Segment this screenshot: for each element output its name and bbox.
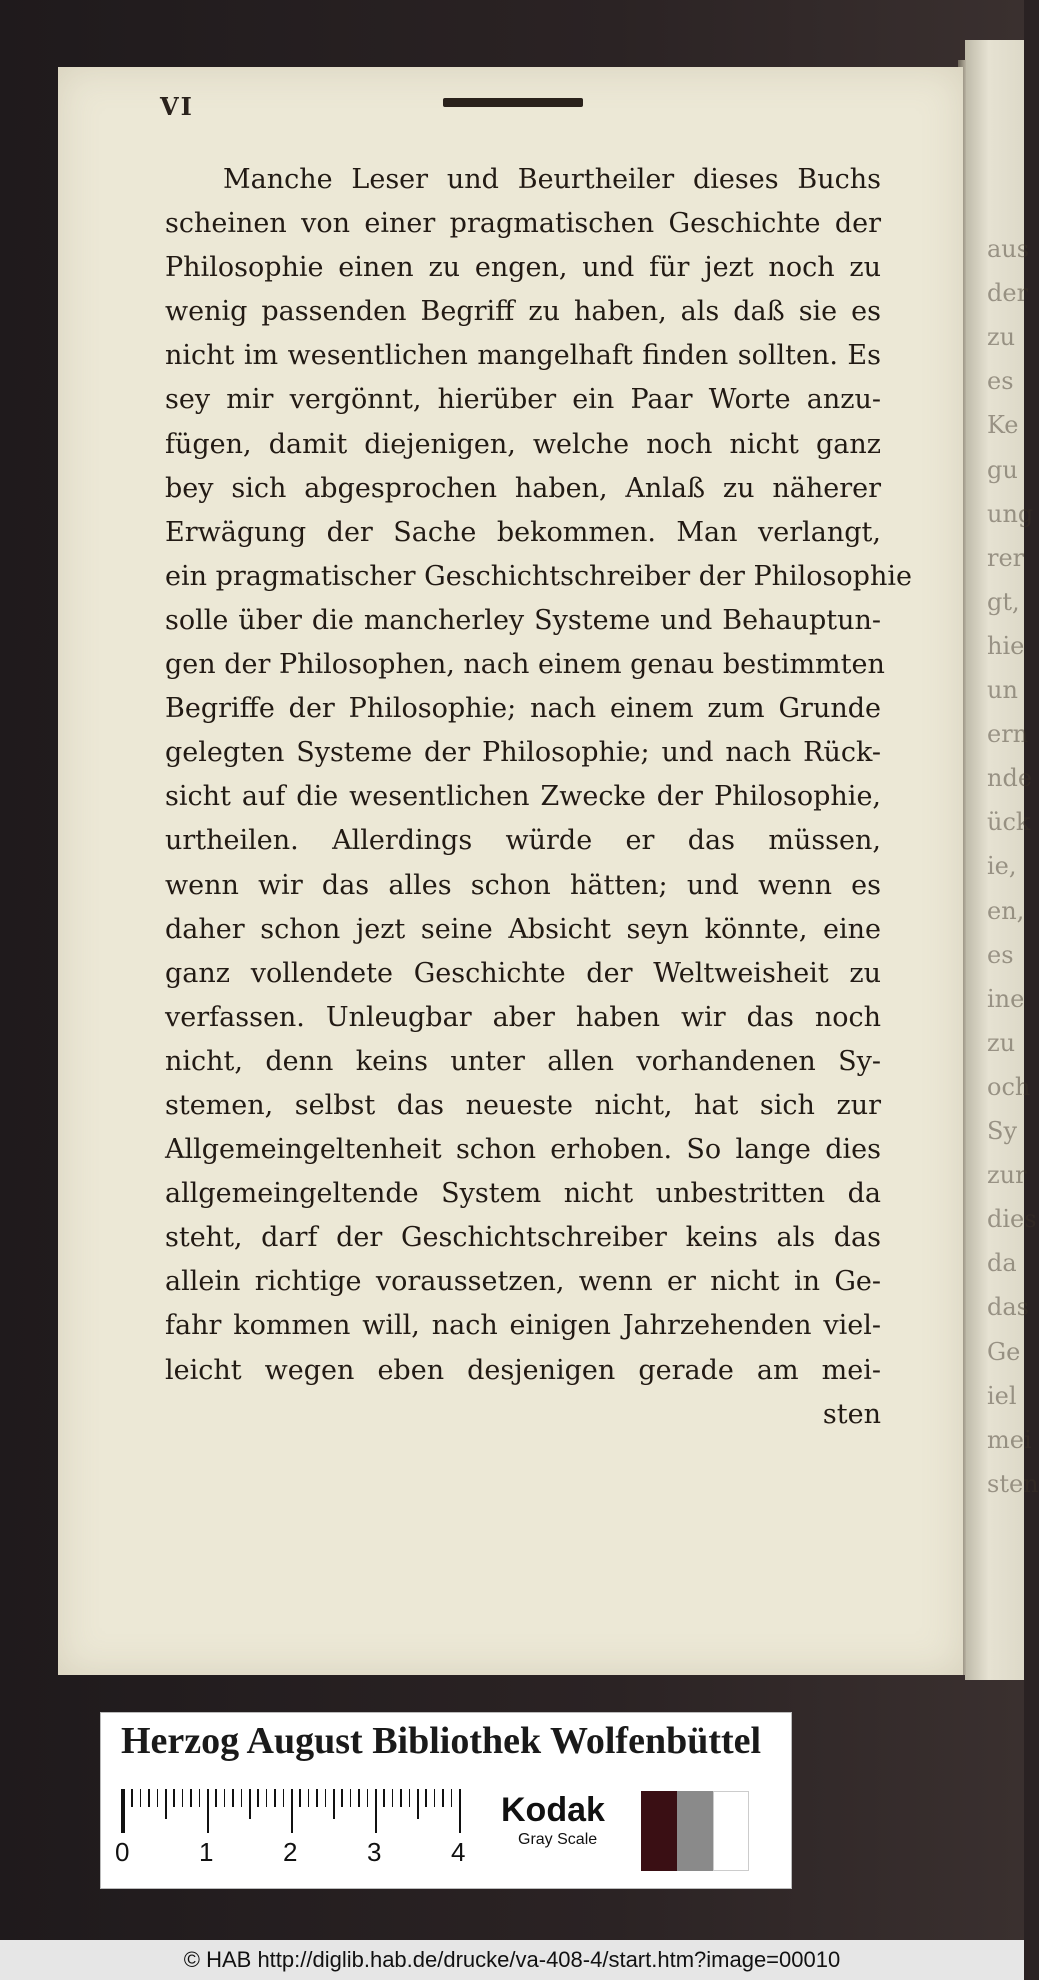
ruler-tick: [173, 1789, 175, 1807]
text-line: sicht auf die wesentlichen Zwecke der Philosophie,: [165, 781, 881, 813]
ruler-tick: [392, 1789, 394, 1807]
next-page-text-fragment: Ge: [987, 1337, 1021, 1366]
text-line: fügen, damit diejenigen, welche noch nicht ganz: [165, 428, 881, 460]
ruler-tick: [400, 1789, 402, 1807]
next-page-text-fragment: Sy: [987, 1117, 1017, 1145]
next-page-text-fragment: aus: [987, 235, 1030, 263]
header-rule: [443, 98, 583, 107]
text-line: wenn wir das alles schon hätten; und wenn es: [165, 869, 881, 901]
next-page-text-fragment: gu: [987, 455, 1018, 484]
next-page-text-fragment: es: [987, 940, 1014, 969]
ruler-tick: [190, 1789, 192, 1807]
ruler-tick: [266, 1789, 268, 1807]
ruler-tick: [308, 1789, 310, 1807]
ruler-tick: [383, 1789, 385, 1807]
ruler-tick: [207, 1789, 209, 1833]
text-line: nicht im wesentlichen mangelhaft finden sollten. Es: [165, 340, 881, 372]
next-page-text-fragment: es: [987, 367, 1014, 396]
text-line: scheinen von einer pragmatischen Geschichte der: [165, 208, 881, 240]
ruler-tick: [325, 1789, 327, 1807]
text-line: wenig passenden Begriff zu haben, als daß sie es: [165, 296, 881, 328]
catchword: sten: [822, 1398, 881, 1430]
ruler-number: 1: [199, 1837, 214, 1867]
ruler-tick: [283, 1789, 285, 1807]
text-line: allein richtige voraussetzen, wenn er nicht in Ge-: [165, 1266, 881, 1298]
text-line: bey sich abgesprochen haben, Anlaß zu näherer: [165, 472, 881, 504]
gray-swatch-light: [713, 1791, 749, 1871]
next-page-text-fragment: hie: [987, 631, 1025, 660]
ruler-tick: [425, 1789, 427, 1807]
next-page-text-fragment: gt,: [987, 587, 1020, 616]
ruler-tick: [232, 1789, 234, 1807]
next-page-text-fragment: ung: [987, 499, 1034, 528]
ruler-tick: [274, 1789, 276, 1807]
text-line: Begriffe der Philosophie; nach einem zum Grunde: [165, 693, 881, 725]
text-line: allgemeingeltende System nicht unbestritten da: [165, 1178, 881, 1210]
ruler-tick: [333, 1789, 335, 1819]
next-page-text-fragment: sten: [987, 1469, 1039, 1498]
next-page-text-fragment: zu: [987, 323, 1016, 352]
ruler-number: 3: [367, 1837, 382, 1867]
ruler-tick: [165, 1789, 167, 1819]
next-page-text-fragment: zur: [987, 1161, 1027, 1190]
ruler-tick: [131, 1789, 133, 1807]
next-page-text-fragment: Ke: [987, 411, 1019, 440]
text-line: stemen, selbst das neueste nicht, hat sich zur: [165, 1089, 881, 1121]
next-page-text-fragment: der: [987, 279, 1029, 308]
next-page-text-fragment: dies: [987, 1205, 1037, 1234]
next-page-text-fragment: zu: [987, 1028, 1016, 1057]
text-line: nicht, denn keins unter allen vorhandenen Sy-: [165, 1045, 881, 1077]
footer-link-text[interactable]: © HAB http://diglib.hab.de/drucke/va-408-4/start.htm?image=00010: [183, 1947, 841, 1972]
ruler-tick: [417, 1789, 419, 1819]
measurement-ruler: [121, 1789, 483, 1833]
next-page-text-fragment: un: [987, 676, 1018, 704]
text-line: daher schon jezt seine Absicht seyn könnte, eine: [165, 913, 881, 945]
ruler-tick: [123, 1789, 125, 1833]
ruler-tick: [434, 1789, 436, 1807]
ruler-tick: [249, 1789, 251, 1819]
ruler-number: 2: [283, 1837, 298, 1867]
ruler-tick: [442, 1789, 444, 1807]
text-line: Manche Leser und Beurtheiler dieses Buchs: [223, 164, 881, 195]
gray-swatch-mid: [677, 1791, 713, 1871]
ruler-tick: [341, 1789, 343, 1807]
ruler-tick: [182, 1789, 184, 1807]
ruler-tick: [451, 1789, 453, 1807]
next-page-text-fragment: iel: [987, 1381, 1017, 1410]
ruler-number: 0: [115, 1837, 130, 1867]
text-line: leicht wegen eben desjenigen gerade am mei-: [165, 1354, 881, 1386]
ruler-tick: [140, 1789, 142, 1807]
ruler-tick: [459, 1789, 461, 1833]
ruler-tick: [215, 1789, 217, 1807]
page-number: VI: [160, 92, 194, 121]
ruler-tick: [199, 1789, 201, 1807]
text-line: ganz vollendete Geschichte der Weltweisheit zu: [165, 957, 881, 989]
library-name: Herzog August Bibliothek Wolfenbüttel: [121, 1720, 762, 1762]
ruler-tick: [375, 1789, 377, 1833]
text-line: verfassen. Unleugbar aber haben wir das noch: [165, 1001, 881, 1033]
page-text: [165, 158, 912, 1437]
ruler-tick: [409, 1789, 411, 1807]
kodak-logo: Kodak: [501, 1791, 605, 1829]
gray-scale-label: Gray Scale: [518, 1831, 598, 1848]
next-page-text-fragment: nde: [987, 764, 1033, 793]
next-page-text-fragment: ück: [987, 808, 1031, 837]
text-line: urtheilen. Allerdings würde er das müssen,: [165, 825, 881, 857]
ruler-tick: [350, 1789, 352, 1807]
text-line: Allgemeingeltenheit schon erhoben. So lange dies: [165, 1134, 881, 1166]
text-line: steht, darf der Geschichtschreiber keins als das: [165, 1222, 881, 1254]
next-page-text-fragment: da: [987, 1249, 1017, 1278]
text-line: Philosophie einen zu engen, und für jezt noch zu: [165, 252, 881, 284]
text-line: ein pragmatischer Geschichtschreiber der Philosophie: [165, 560, 912, 592]
ruler-tick: [367, 1789, 369, 1807]
next-page-text-fragment: ern: [987, 720, 1029, 749]
ruler-tick: [241, 1789, 243, 1807]
gray-swatch-dark: [641, 1791, 677, 1871]
copyright-footer: [0, 1940, 1024, 1980]
next-page-text-fragment: das: [987, 1293, 1029, 1322]
text-line: solle über die mancherley Systeme und Behauptun-: [165, 604, 881, 636]
next-page-text-fragment: en,: [987, 896, 1025, 925]
next-page-text-fragment: och: [987, 1072, 1031, 1101]
ruler-tick: [316, 1789, 318, 1807]
text-line: Erwägung der Sache bekommen. Man verlangt,: [165, 516, 881, 548]
ruler-tick: [257, 1789, 259, 1807]
next-page-text-fragment: mei: [987, 1425, 1032, 1454]
ruler-tick: [299, 1789, 301, 1807]
next-page-edge: [965, 40, 1039, 1680]
next-page-text-fragment: ine: [987, 984, 1025, 1013]
ruler-tick: [224, 1789, 226, 1807]
text-line: fahr kommen will, nach einigen Jahrzehenden viel-: [165, 1310, 881, 1342]
next-page-text-fragment: ie,: [987, 852, 1017, 881]
ruler-tick: [358, 1789, 360, 1807]
ruler-number: 4: [451, 1837, 466, 1867]
text-line: sey mir vergönnt, hierüber ein Paar Worte anzu-: [165, 384, 881, 416]
text-line: gelegten Systeme der Philosophie; und nach Rück-: [165, 737, 881, 769]
ruler-tick: [148, 1789, 150, 1807]
text-line: gen der Philosophen, nach einem genau bestimmten: [165, 649, 885, 681]
color-calibration-card: [100, 1712, 792, 1889]
ruler-tick: [291, 1789, 293, 1833]
next-page-text-fragment: rer: [987, 543, 1025, 572]
ruler-tick: [157, 1789, 159, 1807]
